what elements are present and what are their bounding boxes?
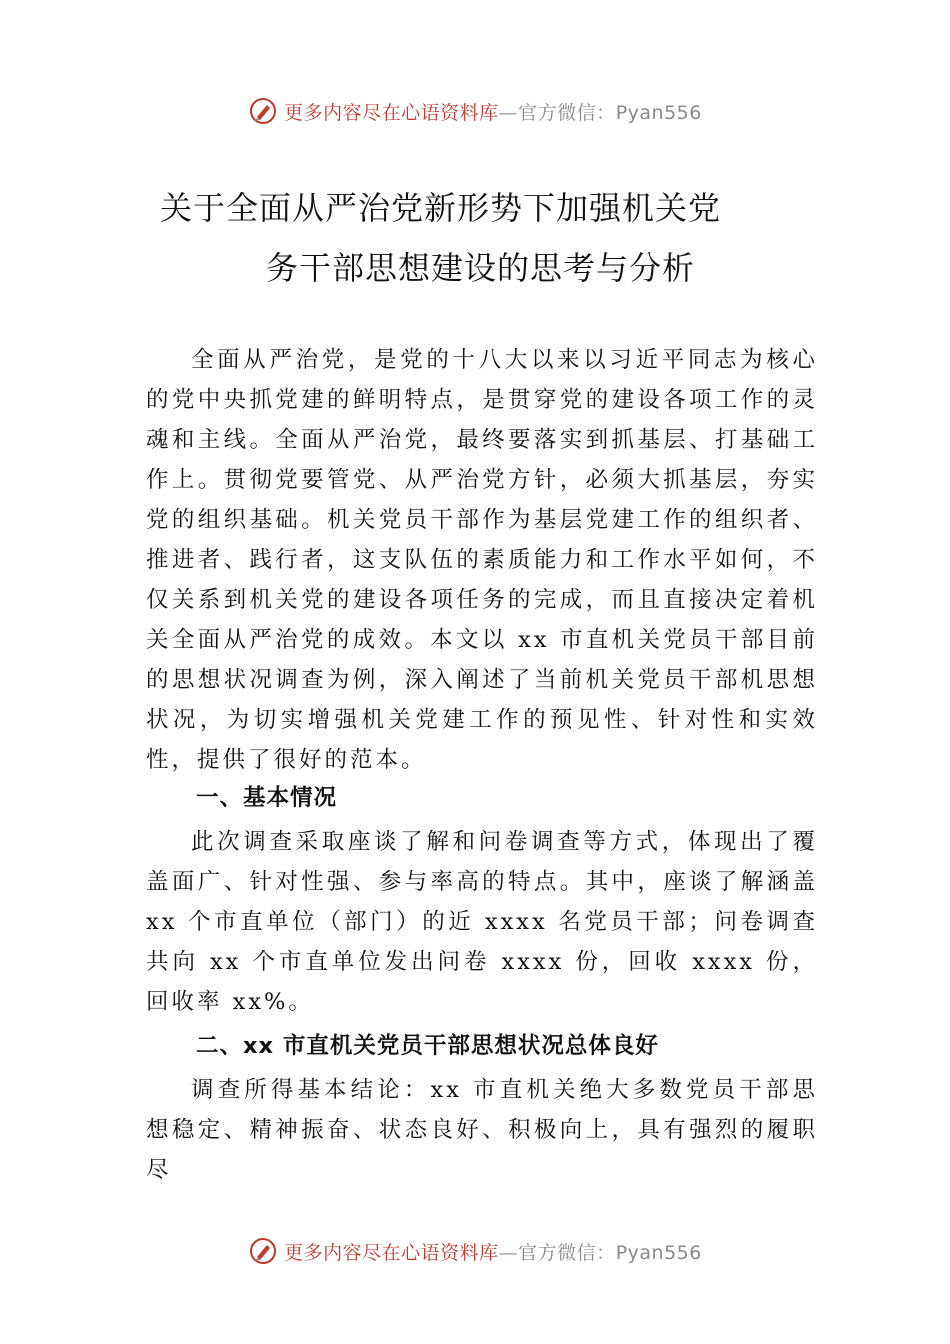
watermark-separator: —: [498, 1241, 519, 1264]
section-2-paragraph: 调查所得基本结论：xx 市直机关绝大多数党员干部思想稳定、精神振奋、状态良好、积极向上，具有强烈的履职尽: [146, 1077, 818, 1183]
pen-seal-icon: [248, 96, 278, 126]
watermark-brand: 更多内容尽在心语资料库: [284, 1241, 499, 1264]
section-2-heading: 二、xx 市直机关党员干部思想状况总体良好: [196, 1033, 659, 1059]
watermark-wechat-id: Pyan556: [615, 101, 702, 124]
watermark-brand: 更多内容尽在心语资料库: [284, 101, 499, 124]
header-watermark: [0, 96, 950, 126]
pen-seal-icon: [248, 1236, 278, 1266]
watermark-separator: —: [498, 101, 519, 124]
watermark-text: [284, 1238, 702, 1265]
watermark-label: 官方微信：: [518, 1241, 616, 1264]
document-title-line-2: 务干部思想建设的思考与分析: [266, 249, 696, 287]
section-1-heading: 一、基本情况: [196, 785, 338, 811]
intro-paragraph: 全面从严治党，是党的十八大以来以习近平同志为核心的党中央抓党建的鲜明特点，是贯穿党的建设各项工作的灵魂和主线。全面从严治党，最终要落实到抓基层、打基础工作上。贯彻党要管党、从严治党方针，必须大抓基层，夯实党的组织基础。机关党员干部作为基层党建工作的组织者、推进者、践行者，这支队伍的素质能力和工作水平如何，不仅关系到机关党的建设各项任务的完成，而且直接决定着机关全面从严治党的成效。本文以 xx 市直机关党员干部目前的思想状况调查为例，深入阐述了当前机关党员干部机思想状况，为切实增强机关党建工作的预见性、针对性和实效性，提供了很好的范本。: [146, 347, 818, 773]
watermark-label: 官方微信：: [518, 101, 616, 124]
watermark-wechat-id: Pyan556: [615, 1241, 702, 1264]
footer-watermark: [0, 1236, 950, 1266]
watermark-text: [284, 98, 702, 125]
document-title-line-1: 关于全面从严治党新形势下加强机关党: [160, 189, 722, 227]
section-1-paragraph: 此次调查采取座谈了解和问卷调查等方式，体现出了覆盖面广、针对性强、参与率高的特点。其中，座谈了解涵盖 xx 个市直单位（部门）的近 xxxx 名党员干部；问卷调查共向 xx 个市直单位发出问卷 xxxx 份，回收 xxxx 份，回收率 xx%。: [146, 829, 818, 1015]
